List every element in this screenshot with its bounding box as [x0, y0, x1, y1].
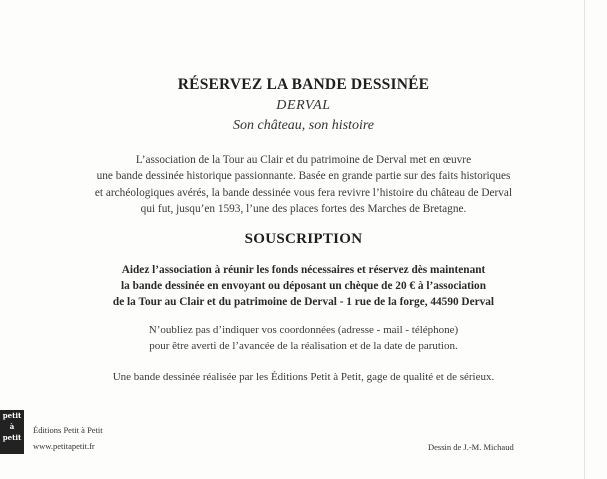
publisher-website-link[interactable]: www.petitapetit.fr	[33, 441, 95, 451]
intro-line: et archéologiques avérés, la bande dessinée vous fera revivre l’histoire du château de Derval	[94, 186, 513, 199]
flyer-subtitle: DERVAL	[276, 98, 331, 113]
subscription-heading: SOUSCRIPTION	[244, 231, 363, 247]
intro-line: qui fut, jusqu’en 1593, l’une des places fortes des Marches de Bretagne.	[140, 202, 467, 215]
logo-text: petit	[2, 433, 22, 442]
intro-line: L’association de la Tour au Clair et du patrimoine de Derval met en œuvre	[135, 154, 472, 166]
appeal-line: Aidez l’association à réunir les fonds nécessaires et réservez dès maintenant	[121, 264, 486, 276]
closing-statement: Une bande dessinée réalisée par les Éditions Petit à Petit, gage de qualité et de sérieux.	[112, 371, 495, 383]
intro-paragraph	[0, 152, 607, 217]
appeal-line: de la Tour au Clair et du patrimoine de Derval - 1 rue de la forge, 44590 Derval	[112, 296, 495, 309]
flyer-tagline: Son château, son histoire	[232, 118, 375, 133]
publisher-logo	[0, 410, 24, 454]
appeal-line: la bande dessinée en envoyant ou déposant un chèque de 20 € à l’association	[120, 280, 486, 293]
publisher-name: Éditions Petit à Petit	[33, 425, 103, 435]
subscription-reminder	[0, 322, 607, 354]
reminder-line: N’oubliez pas d’indiquer vos coordonnées (adresse - mail - téléphone)	[148, 324, 459, 336]
subscription-appeal	[0, 262, 607, 311]
logo-text: petit	[2, 411, 22, 420]
flyer-title: RÉSERVEZ LA BANDE DESSINÉE	[177, 76, 430, 93]
logo-text: à	[9, 422, 15, 431]
illustrator-credit: Dessin de J.-M. Michaud	[428, 442, 514, 452]
reminder-line: pour être averti de l’avancée de la réalisation et de la date de parution.	[149, 340, 458, 353]
intro-line: une bande dessinée historique passionnante. Basée en grande partie sur des faits historiques	[96, 170, 511, 183]
